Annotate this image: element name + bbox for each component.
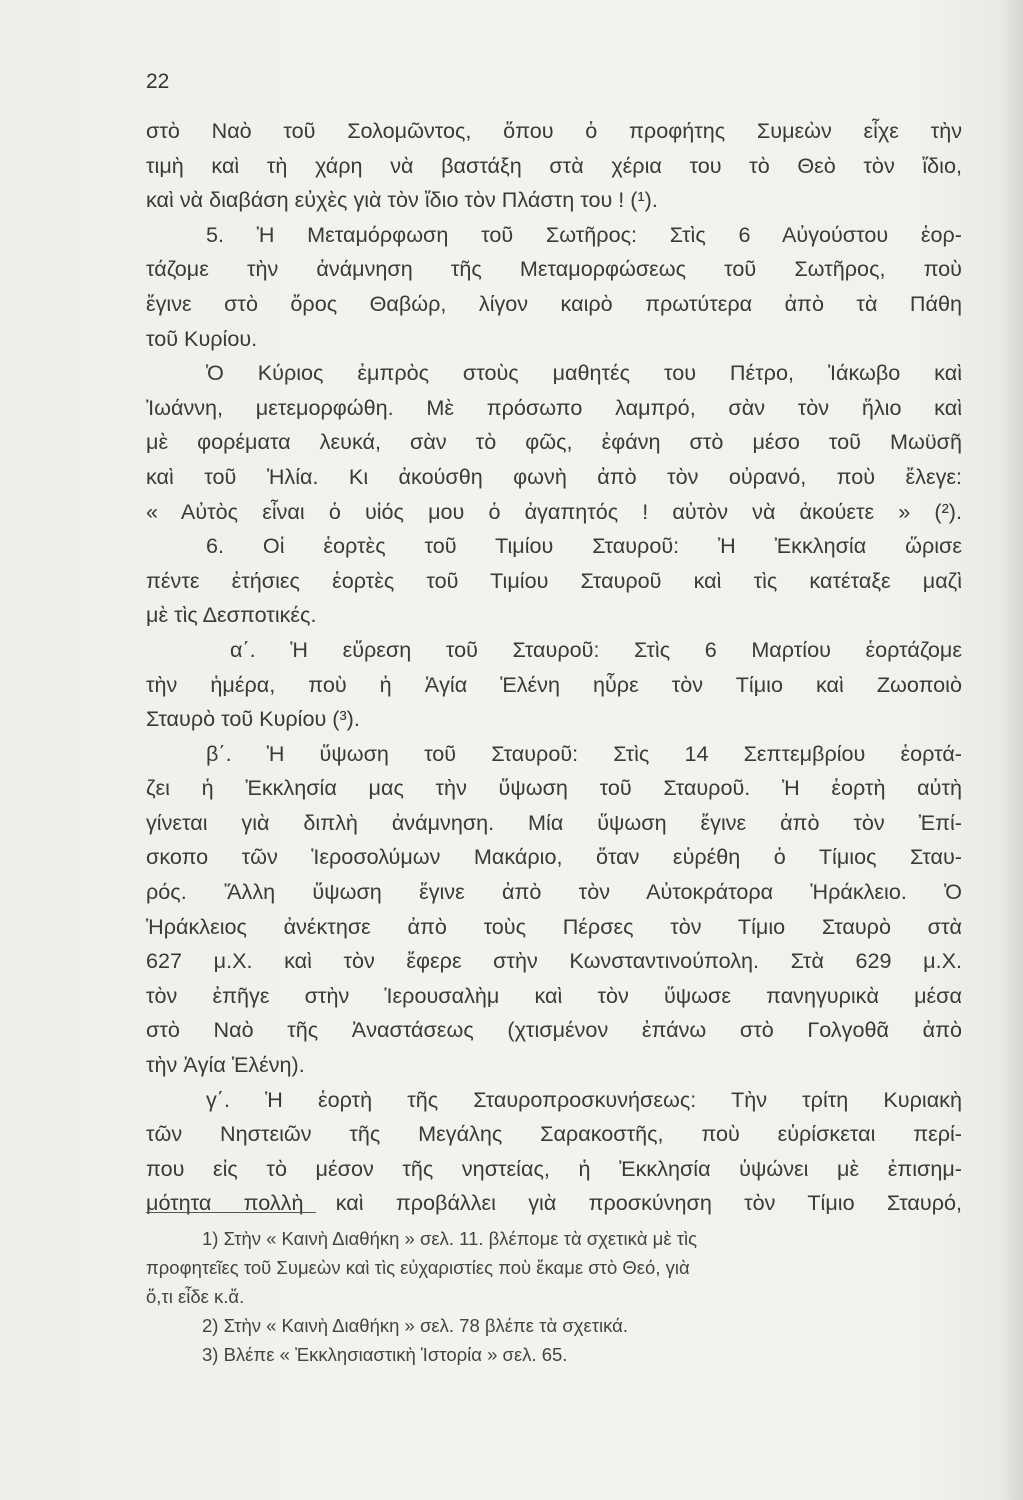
footnote-1: 1) Στὴν « Καινὴ Διαθήκη » σελ. 11. βλέπομε τὰ σχετικὰ μὲ τὶς bbox=[202, 1228, 698, 1249]
section-heading-5: 5. Ἡ Μεταμόρφωση τοῦ Σωτῆρος: Στὶς 6 Αὐγούστου ἑορ- bbox=[206, 221, 962, 247]
text-line: μὲ τὶς Δεσποτικές. bbox=[146, 602, 317, 628]
text-line: Σταυρὸ τοῦ Κυρίου (³). bbox=[146, 706, 360, 732]
text-line: τὴν ἡμέρα, ποὺ ἡ Ἁγία Ἑλένη ηὗρε τὸν Τίμιο καὶ Ζωοποιὸ bbox=[146, 671, 962, 697]
page-edge-shadow bbox=[999, 0, 1023, 1500]
text-line: τὴν Ἁγία Ἑλένη). bbox=[146, 1052, 305, 1078]
text-line: που εἰς τὸ μέσον τῆς νηστείας, ἡ Ἐκκλησία ὑψώνει μὲ ἐπισημ- bbox=[146, 1155, 962, 1181]
footnote-divider bbox=[146, 1212, 316, 1213]
text-line: τοῦ Κυρίου. bbox=[146, 325, 258, 351]
text-line: στὸ Ναὸ τοῦ Σολομῶντος, ὅπου ὁ προφήτης Συμεὼν εἶχε τὴν bbox=[146, 118, 962, 143]
footnote-2: 2) Στὴν « Καινὴ Διαθήκη » σελ. 78 βλέπε τὰ σχετικά. bbox=[202, 1315, 628, 1336]
text-line: μὲ φορέματα λευκά, σὰν τὸ φῶς, ἐφάνη στὸ μέσο τοῦ Μωϋσῆ bbox=[146, 429, 962, 455]
footnote-1-cont: ὅ,τι εἶδε κ.ἄ. bbox=[146, 1286, 245, 1307]
text-line: 627 μ.Χ. καὶ τὸν ἔφερε στὴν Κωνσταντινούπολη. Στὰ 629 μ.Χ. bbox=[146, 948, 962, 974]
text-line: σκοπο τῶν Ἱεροσολύμων Μακάριο, ὅταν εὑρέθη ὁ Τίμιος Σταυ- bbox=[146, 844, 962, 870]
text-line: τῶν Νηστειῶν τῆς Μεγάλης Σαρακοστῆς, ποὺ εὑρίσκεται περί- bbox=[146, 1121, 962, 1147]
body-text bbox=[146, 114, 962, 1221]
text-line: καὶ τοῦ Ἠλία. Κι ἀκούσθη φωνὴ ἀπὸ τὸν οὐρανό, ποὺ ἔλεγε: bbox=[146, 463, 962, 489]
text-line: ρός. Ἄλλη ὕψωση ἔγινε ἀπὸ τὸν Αὐτοκράτορα Ἡράκλειο. Ὁ bbox=[146, 879, 962, 905]
subsection-heading-a: α΄. Ἡ εὕρεση τοῦ Σταυροῦ: Στὶς 6 Μαρτίου ἑορτάζομε bbox=[230, 636, 962, 662]
footnotes bbox=[146, 1224, 962, 1369]
footnote-1-cont: προφητεῖες τοῦ Συμεὼν καὶ τὶς εὐχαριστίες ποὺ ἔκαμε στὸ Θεό, γιὰ bbox=[146, 1257, 690, 1278]
text-line: τιμὴ καὶ τὴ χάρη νὰ βαστάξη στὰ χέρια του τὸ Θεὸ τὸν ἴδιο, bbox=[146, 152, 962, 178]
subsection-heading-b: β΄. Ἡ ὕψωση τοῦ Σταυροῦ: Στὶς 14 Σεπτεμβρίου ἑορτά- bbox=[206, 740, 962, 766]
subsection-heading-c: γ΄. Ἡ ἑορτὴ τῆς Σταυροπροσκυνήσεως: Τὴν τρίτη Κυριακὴ bbox=[206, 1086, 962, 1112]
text-line: τὸν ἐπῆγε στὴν Ἱερουσαλὴμ καὶ τὸν ὕψωσε πανηγυρικὰ μέσα bbox=[146, 982, 962, 1008]
text-line: καὶ νὰ διαβάση εὐχὲς γιὰ τὸν ἴδιο τὸν Πλάστη του ! (¹). bbox=[146, 187, 658, 213]
page-number: 22 bbox=[146, 70, 170, 93]
text-line: Ἰωάννη, μετεμορφώθη. Μὲ πρόσωπο λαμπρό, σὰν τὸν ἥλιο καὶ bbox=[146, 394, 962, 420]
text-line: στὸ Ναὸ τῆς Ἀναστάσεως (χτισμένον ἐπάνω στὸ Γολγοθᾶ ἀπὸ bbox=[146, 1017, 962, 1043]
text-line: πέντε ἐτήσιες ἑορτὲς τοῦ Τιμίου Σταυροῦ καὶ τὶς κατέταξε μαζὶ bbox=[146, 567, 962, 593]
text-line: ζει ἡ Ἐκκλησία μας τὴν ὕψωση τοῦ Σταυροῦ. Ἡ ἑορτὴ αὐτὴ bbox=[146, 775, 962, 801]
text-line: ἔγινε στὸ ὄρος Θαβώρ, λίγον καιρὸ πρωτύτερα ἀπὸ τὰ Πάθη bbox=[146, 290, 962, 316]
text-line: γίνεται γιὰ διπλὴ ἀνάμνηση. Μία ὕψωση ἔγινε ἀπὸ τὸν Ἐπί- bbox=[146, 809, 962, 835]
text-line: μότητα πολλὴ καὶ προβάλλει γιὰ προσκύνηση τὸν Τίμιο Σταυρό, bbox=[146, 1190, 962, 1216]
section-heading-6: 6. Οἱ ἑορτὲς τοῦ Τιμίου Σταυροῦ: Ἡ Ἐκκλησία ὥρισε bbox=[206, 533, 962, 559]
footnote-3: 3) Βλέπε « Ἐκκλησιαστικὴ Ἱστορία » σελ. 65. bbox=[202, 1344, 568, 1365]
text-line: τάζομε τὴν ἀνάμνηση τῆς Μεταμορφώσεως τοῦ Σωτῆρος, ποὺ bbox=[146, 256, 962, 282]
text-line: Ὁ Κύριος ἐμπρὸς στοὺς μαθητές του Πέτρο, Ἰάκωβο καὶ bbox=[206, 360, 962, 386]
text-line: Ἡράκλειος ἀνέκτησε ἀπὸ τοὺς Πέρσες τὸν Τίμιο Σταυρὸ στὰ bbox=[146, 913, 962, 939]
text-line: « Αὐτὸς εἶναι ὁ υἱός μου ὁ ἀγαπητός ! αὐτὸν νὰ ἀκούετε » (²). bbox=[146, 498, 962, 524]
